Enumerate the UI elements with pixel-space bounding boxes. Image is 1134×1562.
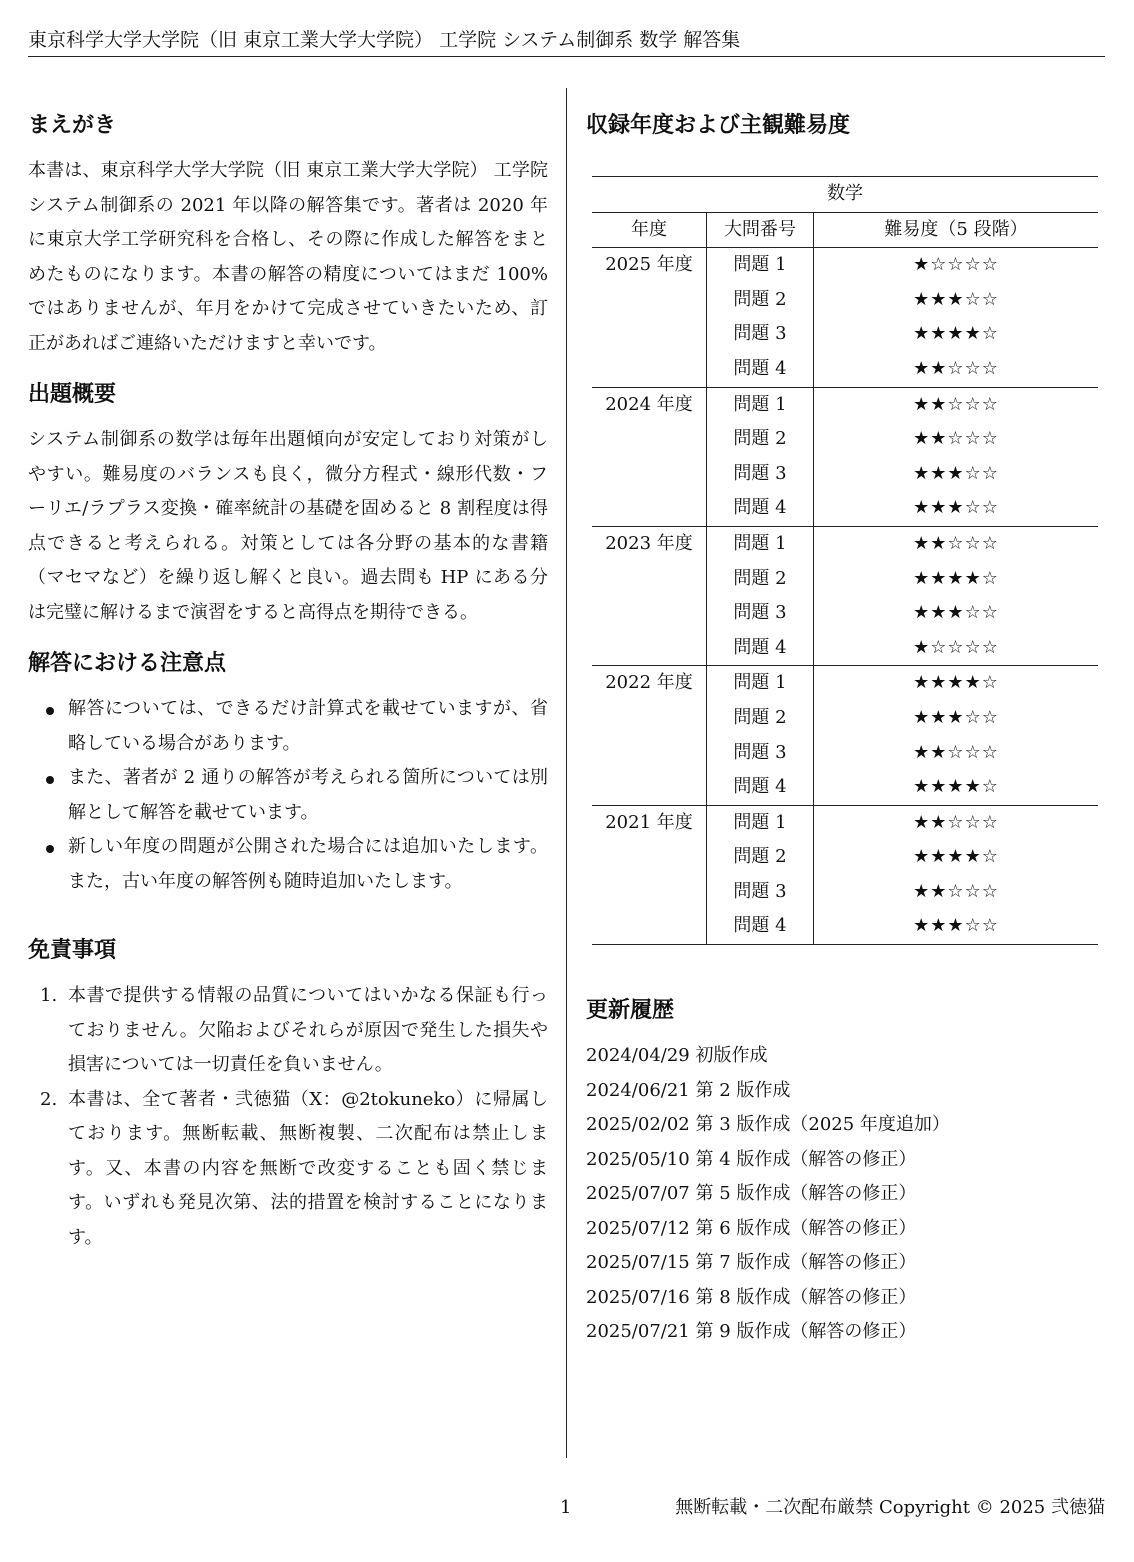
history-heading: 更新履歴 [586,998,675,1024]
problem-cell: 問題 2 [707,283,814,318]
overview-heading: 出題概要 [28,382,117,407]
page-number: 1 [560,1497,572,1518]
running-header: 東京科学大学大学院（旧 東京工業大学大学院） 工学院 システム制御系 数学 解答集 [28,26,1105,57]
list-item [28,1083,548,1256]
history-entry: 2024/06/21 第 2 版作成 [586,1079,791,1101]
list-item [28,830,548,899]
problem-cell: 問題 2 [707,562,814,597]
year-cell: 2025 年度 [592,248,707,387]
problem-cell: 問題 4 [707,491,814,526]
difficulty-stars: ★★★☆☆ [913,288,999,310]
difficulty-stars: ★★★☆☆ [814,909,1099,944]
table-row [592,526,1098,561]
problem-cell: 問題 4 [707,770,814,805]
history-entry: 2025/07/21 第 9 版作成（解答の修正） [586,1321,917,1343]
history-entry: 2025/07/12 第 6 版作成（解答の修正） [586,1217,917,1239]
problem-cell: 問題 4 [707,631,814,666]
problem-cell: 問題 3 [707,596,814,631]
list-item [28,692,548,761]
difficulty-stars: ★★★☆☆ [913,602,999,624]
table-row [592,387,1098,422]
difficulty-stars: ★★☆☆☆ [913,880,999,902]
problem-cell: 問題 1 [707,387,814,422]
difficulty-stars: ★★★★☆ [814,770,1099,805]
table-row [592,666,1098,701]
preface-text: 本書は、東京科学大学大学院（旧 東京工業大学大学院） 工学院 システム制御系の 2021 年以降の解答集です。著者は 2020 年に東京大学工学研究科を合格し、その際に作成した解答をまとめたものになります。本書の解答の精度についてはまだ 100% ではありませんが、年月をかけて完成させていきたいため、訂正があればご連絡いただけますと幸いです。 [28,160,548,354]
item-number: 1. [40,985,58,1006]
difficulty-stars: ★★★★☆ [913,323,999,345]
difficulty-stars: ★★☆☆☆ [913,811,999,833]
problem-cell: 問題 1 [707,805,814,840]
list-item [28,979,548,1083]
note-text: また、著者が 2 通りの解答が考えられる箇所については別解として解答を載せています。 [68,767,548,823]
difficulty-heading: 収録年度および主観難易度 [586,113,851,138]
right-column [586,110,1104,1350]
problem-cell: 問題 1 [707,526,814,561]
header-difficulty: 難易度（5 段階） [814,212,1099,248]
left-column [28,110,548,1255]
difficulty-stars: ★★☆☆☆ [814,352,1099,387]
disclaimer-text: 本書は、全て著者・弐徳猫（X：@2tokuneko）に帰属しております。無断転載、無断複製、二次配布は禁止します。又、本書の内容を無断で改変することも固く禁じます。いずれも発見次第、法的措置を検討することになります。 [68,1088,548,1248]
bullet-icon [46,776,54,784]
problem-cell: 問題 4 [707,352,814,387]
disclaimer-text: 本書で提供する情報の品質についてはいかなる保証も行っておりません。欠陥およびそれらが原因で発生した損失や損害については一切責任を負いません。 [68,985,548,1075]
table-row [592,248,1098,283]
list-item [28,761,548,830]
overview-text: システム制御系の数学は毎年出題傾向が安定しており対策がしやすい。難易度のバランスも良く，微分方程式・線形代数・フーリエ/ラプラス変換・確率統計の基礎を固めると 8 割程度は得点できると考えられる。対策としては各分野の基本的な書籍（マセマなど）を繰り返し解くと良い。過去問も HP にある分は完璧に解けるまで演習をすると高得点を期待できる。 [28,429,548,623]
problem-cell: 問題 2 [707,840,814,875]
problem-cell: 問題 3 [707,317,814,352]
header-year: 年度 [592,212,707,248]
difficulty-stars: ★★★☆☆ [913,462,999,484]
history-entry: 2025/07/16 第 8 版作成（解答の修正） [586,1286,917,1308]
difficulty-stars: ★☆☆☆☆ [913,254,999,276]
table-caption: 数学 [592,177,1098,213]
difficulty-stars: ★★★★☆ [913,567,999,589]
copyright-notice: 無断転載・二次配布厳禁 Copyright © 2025 弐徳猫 [675,1497,1105,1518]
note-text: 新しい年度の問題が公開された場合には追加いたします。また，古い年度の解答例も随時追加いたします。 [68,836,548,892]
difficulty-stars: ★★★☆☆ [814,491,1099,526]
table-row [592,805,1098,840]
difficulty-stars: ★★☆☆☆ [913,532,999,554]
problem-cell: 問題 3 [707,875,814,910]
difficulty-stars: ★★☆☆☆ [913,428,999,450]
disclaimer-heading: 免責事項 [28,938,117,963]
item-number: 2. [40,1088,58,1110]
difficulty-stars: ★★☆☆☆ [913,393,999,415]
notes-heading: 解答における注意点 [28,651,227,676]
disclaimer-list [28,979,548,1255]
history-entry: 2025/05/10 第 4 版作成（解答の修正） [586,1148,917,1170]
notes-list [28,692,548,899]
problem-cell: 問題 1 [707,666,814,701]
difficulty-table [592,176,1098,945]
history-entry: 2025/07/15 第 7 版作成（解答の修正） [586,1252,917,1274]
problem-cell: 問題 3 [707,736,814,771]
bullet-icon [46,707,54,715]
difficulty-stars: ★★★★☆ [913,672,999,694]
note-text: 解答については、できるだけ計算式を載せていますが、省略している場合があります。 [68,698,548,754]
difficulty-stars: ★☆☆☆☆ [814,631,1099,666]
history-entry: 2025/02/02 第 3 版作成（2025 年度追加） [586,1114,950,1136]
problem-cell: 問題 2 [707,701,814,736]
difficulty-stars: ★★☆☆☆ [913,741,999,763]
problem-cell: 問題 4 [707,909,814,944]
preface-heading: まえがき [28,113,117,138]
problem-cell: 問題 3 [707,457,814,492]
year-cell: 2023 年度 [592,526,707,665]
column-divider [566,88,567,1458]
year-cell: 2024 年度 [592,387,707,526]
difficulty-stars: ★★★★☆ [913,846,999,868]
history-entry: 2025/07/07 第 5 版作成（解答の修正） [586,1183,917,1205]
year-cell: 2022 年度 [592,666,707,805]
header-problem: 大問番号 [707,212,814,248]
bullet-icon [46,845,54,853]
year-cell: 2021 年度 [592,805,707,944]
history-list [586,1039,1104,1350]
history-entry: 2024/04/29 初版作成 [586,1045,768,1067]
difficulty-stars: ★★★☆☆ [913,706,999,728]
problem-cell: 問題 1 [707,248,814,283]
problem-cell: 問題 2 [707,422,814,457]
